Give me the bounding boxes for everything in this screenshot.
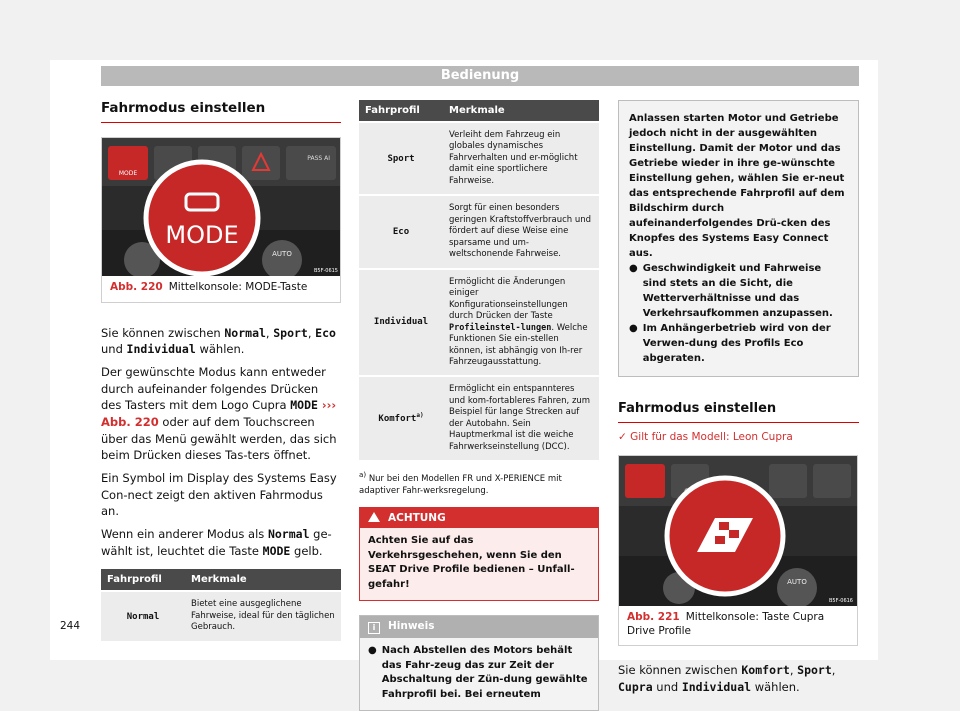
table-header: Merkmale bbox=[185, 569, 341, 591]
figure-image bbox=[619, 456, 857, 606]
table-row: Komfort$^{a)}$ Ermöglicht ein entspannteres und kom-fortableres Fahren, zum Beispiel für lange Strecken auf der Autobahn. Sein Hauptmerkmal ist die weiche Fahrwerkseinstellung (DCC). bbox=[359, 376, 599, 460]
figure-number: Abb. 220 bbox=[110, 281, 163, 293]
note-continuation: Anlassen starten Motor und Getriebe jedoch nicht in der ausgewählten Einstellung. Damit der Motor und das Getriebe wieder in ihre ge-wünschte Einstellung gehen, wählen Sie er-neut das entsprechende Fahrprofil auf dem Bildschirm durch aufeinanderfolgendes Drü-cken des Knopfes des Systems Easy Connect aus. ● Geschwindigkeit und Fahrweise sind stets an die Sicht, die Wetterverhältnisse und das Verkehrsaufkommen anzupassen. ● Im Anhängerbetrieb wird von der Verwen-dung des Profils Eco abgeraten. bbox=[618, 100, 859, 377]
figure-221 bbox=[618, 455, 858, 646]
table-row: Normal Bietet eine ausgeglichene Fahrweise, ideal für den täglichen Gebrauch. bbox=[101, 591, 341, 640]
profile-table-1 bbox=[101, 569, 341, 640]
figure-caption: Abb. 220 Mittelkonsole: MODE-Taste bbox=[110, 281, 308, 293]
section-title: Fahrmodus einstellen bbox=[618, 401, 859, 423]
svg-text:B5F-0616: B5F-0616 bbox=[828, 598, 853, 604]
check-icon: ✓ bbox=[618, 431, 627, 443]
column-3 bbox=[618, 100, 859, 702]
figure-220 bbox=[101, 137, 341, 303]
figure-image bbox=[102, 138, 340, 276]
column-1 bbox=[101, 100, 341, 641]
paragraph-display: Ein Symbol im Display des Systems Easy Con-nect zeigt den aktiven Fahrmodus an. bbox=[101, 471, 337, 519]
svg-text:AUTO: AUTO bbox=[787, 578, 807, 586]
console-cupra-illustration bbox=[619, 456, 857, 606]
warning-icon bbox=[368, 512, 380, 522]
chapter-header: Bedienung bbox=[101, 66, 859, 86]
figure-number: Abb. 221 bbox=[627, 611, 680, 623]
note-box: i Hinweis ● Nach Abstellen des Motors behält das Fahr-zeug das zur Zeit der Abschaltung der Zün-dung gewählte Fahrprofil bei. Bei erneutem bbox=[359, 615, 599, 711]
paragraph-mode-lamp: Wenn ein anderer Modus als Normal ge-wählt ist, leuchtet die Taste MODE gelb. bbox=[101, 527, 332, 558]
console-mode-illustration bbox=[102, 138, 340, 276]
info-icon: i bbox=[368, 622, 380, 634]
svg-text:B5F-0615: B5F-0615 bbox=[313, 268, 338, 274]
table-header: Fahrprofil bbox=[359, 100, 443, 122]
table-row: Eco Sorgt für einen besonders geringen Kraftstoffverbrauch und fördert auf diese Weise eine sparsame und um-weltschonende Fahrweise. bbox=[359, 195, 599, 268]
table-header: Fahrprofil bbox=[101, 569, 185, 591]
paragraph-selection: Der gewünschte Modus kann entweder durch aufeinander folgendes Drücken des Tasters mit dem Logo Cupra MODE ››› Abb. 220 oder auf dem Touchscreen über das Menü gewählt werden, das sich beim Drücken dieses Tas-ters öffnet. bbox=[101, 364, 337, 463]
mode-label: MODE bbox=[165, 221, 239, 249]
paragraph-modes: Sie können zwischen Normal, Sport, Eco und Individual wählen. bbox=[101, 325, 336, 357]
paragraph-modes-cupra: Sie können zwischen Komfort, Sport, Cupra und Individual wählen. bbox=[618, 663, 836, 694]
page-number: 244 bbox=[60, 620, 81, 632]
profile-table-2 bbox=[359, 100, 599, 460]
applies-to-model: ✓ Gilt für das Modell: Leon Cupra bbox=[618, 431, 793, 443]
figure-caption: Abb. 221 Mittelkonsole: Taste Cupra Drive Profile bbox=[627, 611, 825, 637]
small-mode-label: MODE bbox=[118, 170, 138, 177]
warning-box: ACHTUNG Achten Sie auf das Verkehrsgeschehen, wenn Sie den SEAT Drive Profile bedienen – Unfall-gefahr! bbox=[359, 507, 599, 601]
footnote: $^{a)}$ Nur bei den Modellen FR und X-PERIENCE mit adaptiver Fahr-werksregelung. bbox=[359, 470, 562, 496]
column-2 bbox=[359, 100, 599, 711]
table-row: Sport Verleiht dem Fahrzeug ein globales dynamisches Fahrverhalten und er-möglicht damit eine sportlichere Fahrweise. bbox=[359, 122, 599, 195]
table-header: Merkmale bbox=[443, 100, 599, 122]
svg-text:AUTO: AUTO bbox=[272, 250, 292, 258]
table-row: Individual Ermöglicht die Änderungen einiger Konfigurationseinstellungen durch Drücken der Taste Profileinstel-lungen. Welche Funktionen Sie ein-stellen können, ist abhängig von Ih-rer Fahrzeugausstattung. bbox=[359, 269, 599, 377]
section-title: Fahrmodus einstellen bbox=[101, 100, 341, 123]
figure-reference-link[interactable]: ››› Abb. 220 bbox=[101, 398, 337, 429]
svg-text:PASS AI: PASS AI bbox=[307, 155, 330, 162]
